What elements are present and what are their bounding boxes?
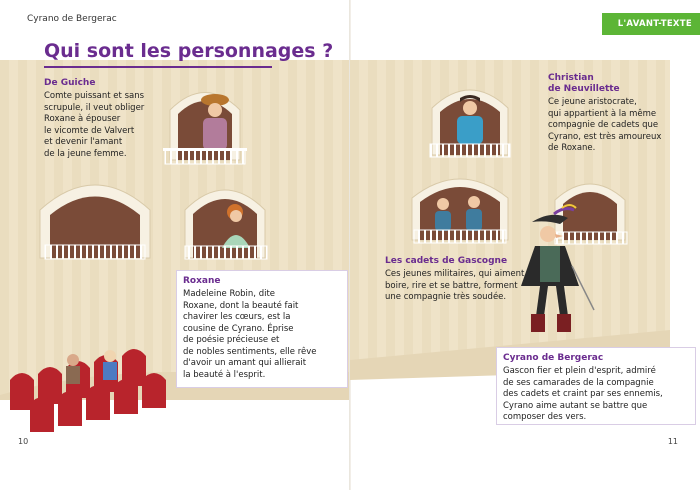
character-description: Ce jeune aristocrate, qui appartient à la même compagnie de cadets que Cyrano, est très amoureux de Roxane. <box>548 97 662 153</box>
title-underline <box>44 66 272 68</box>
character-description: Gascon fier et plein d'esprit, admiré de ses camarades de la compagnie des cadets et craint par ses ennemis, Cyrano aime autant se battre que composer des vers. <box>503 366 663 422</box>
page-number-left: 10 <box>18 437 29 446</box>
character-roxane <box>176 270 348 388</box>
character-cadets <box>385 256 545 304</box>
page-number-right: 11 <box>667 437 678 446</box>
right-page <box>350 0 700 490</box>
character-name: Les cadets de Gascogne <box>385 256 508 266</box>
character-name: Christian de Neuvillette <box>548 73 620 94</box>
character-description: Comte puissant et sans scrupule, il veut obliger Roxane à épouser le vicomte de Valvert et devenir l'amant de la jeune femme. <box>44 91 145 159</box>
page-title: Qui sont les personnages ? <box>44 40 334 62</box>
character-cyrano <box>496 347 696 425</box>
section-tab: L'AVANT-TEXTE <box>602 13 700 35</box>
character-de-guiche <box>44 78 174 160</box>
character-name: Roxane <box>183 276 221 286</box>
character-description: Madeleine Robin, dite Roxane, dont la beauté fait chavirer les cœurs, est la cousine de Cyrano. Éprise de poésie précieuse et de nobles sentiments, elle rêve d'avoir un amant qui allierait la beauté à l'esprit. <box>183 289 317 380</box>
character-christian <box>548 73 680 155</box>
character-description: Ces jeunes militaires, qui aiment boire, rire et se battre, forment une compagnie très soudée. <box>385 269 525 302</box>
running-title: Cyrano de Bergerac <box>27 14 117 24</box>
character-name: Cyrano de Bergerac <box>503 353 604 363</box>
character-name: De Guiche <box>44 78 96 88</box>
